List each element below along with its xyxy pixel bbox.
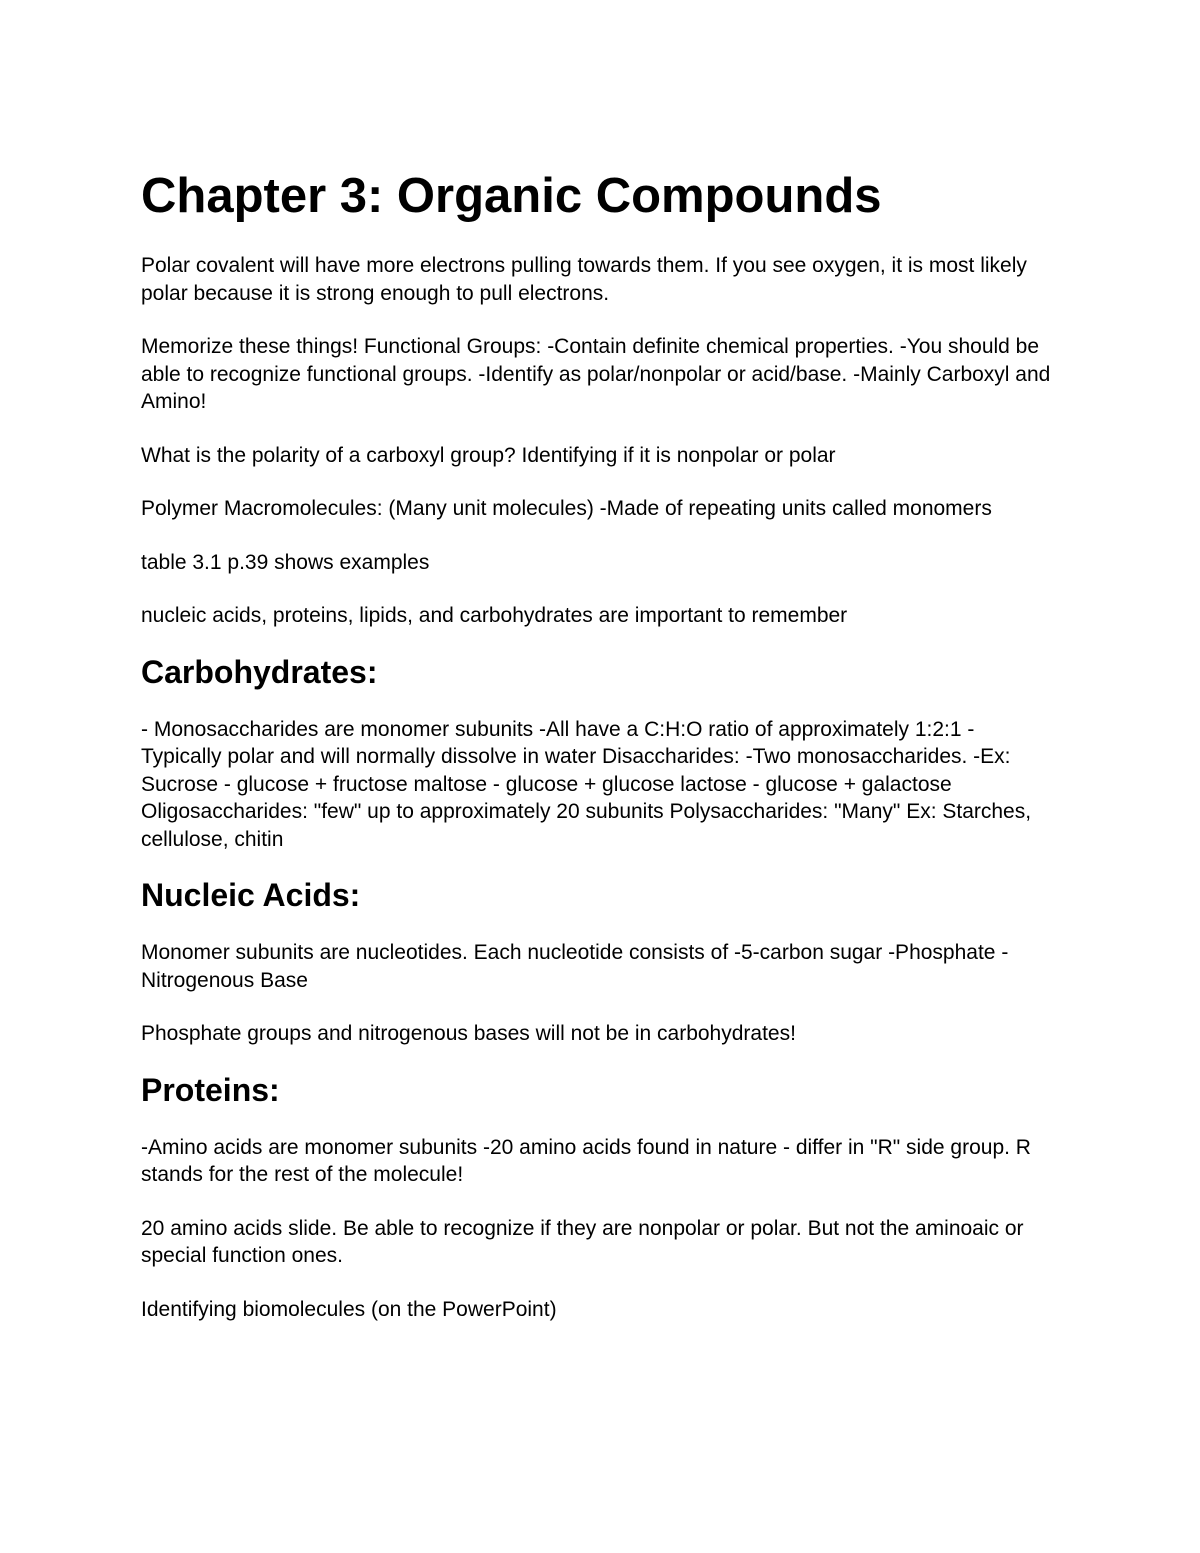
proteins-paragraph-amino-acids: -Amino acids are monomer subunits -20 amino acids found in nature - differ in "R" side group. R stands for the rest of the molecule! bbox=[141, 1135, 1031, 1186]
proteins-paragraph-identifying-biomolecules: Identifying biomolecules (on the PowerPoint) bbox=[141, 1297, 557, 1321]
intro-paragraph-important-biomolecules: nucleic acids, proteins, lipids, and carbohydrates are important to remember bbox=[141, 604, 848, 627]
intro-paragraph-functional-groups: Memorize these things! Functional Groups: -Contain definite chemical properties. -You should be able to recognize functional groups. -Identify as polar/nonpolar or acid/base. -Mainly Carboxyl and Amino! bbox=[141, 335, 1051, 413]
intro-paragraph-polar-covalent: Polar covalent will have more electrons pulling towards them. If you see oxygen, it is most likely polar because it is strong enough to pull electrons. bbox=[141, 254, 1027, 305]
page-title: Chapter 3: Organic Compounds bbox=[141, 169, 882, 223]
intro-paragraph-polymer-macromolecules: Polymer Macromolecules: (Many unit molecules) -Made of repeating units called monomers bbox=[141, 497, 992, 520]
intro-paragraph-carboxyl-polarity: What is the polarity of a carboxyl group? Identifying if it is nonpolar or polar bbox=[141, 443, 836, 467]
document-page bbox=[141, 166, 1051, 1349]
proteins-paragraph-twenty-amino-acids: 20 amino acids slide. Be able to recognize if they are nonpolar or polar. But not the aminoaic or special function ones. bbox=[141, 1216, 1024, 1267]
intro-paragraph-table-reference: table 3.1 p.39 shows examples bbox=[141, 550, 430, 574]
section-heading-nucleic-acids: Nucleic Acids: bbox=[141, 877, 361, 913]
section-heading-carbohydrates: Carbohydrates: bbox=[141, 653, 378, 690]
nucleic-acids-paragraph-nucleotides: Monomer subunits are nucleotides. Each nucleotide consists of -5-carbon sugar -Phosphate -Nitrogenous Base bbox=[141, 941, 1009, 992]
carbohydrates-paragraph: - Monosaccharides are monomer subunits -All have a C:H:O ratio of approximately 1:2:1 -Typically polar and will normally dissolve in water Disaccharides: -Two monosaccharides. -Ex: Sucrose - glucose + fructose maltose - glucose + glucose lactose - glucose + galactose Oligosaccharides: "few" up to approximately 20 subunits Polysaccharides: "Many" Ex: Starches, cellulose, chitin bbox=[141, 717, 1032, 851]
section-heading-proteins: Proteins: bbox=[141, 1071, 280, 1108]
nucleic-acids-paragraph-phosphate: Phosphate groups and nitrogenous bases will not be in carbohydrates! bbox=[141, 1022, 796, 1045]
